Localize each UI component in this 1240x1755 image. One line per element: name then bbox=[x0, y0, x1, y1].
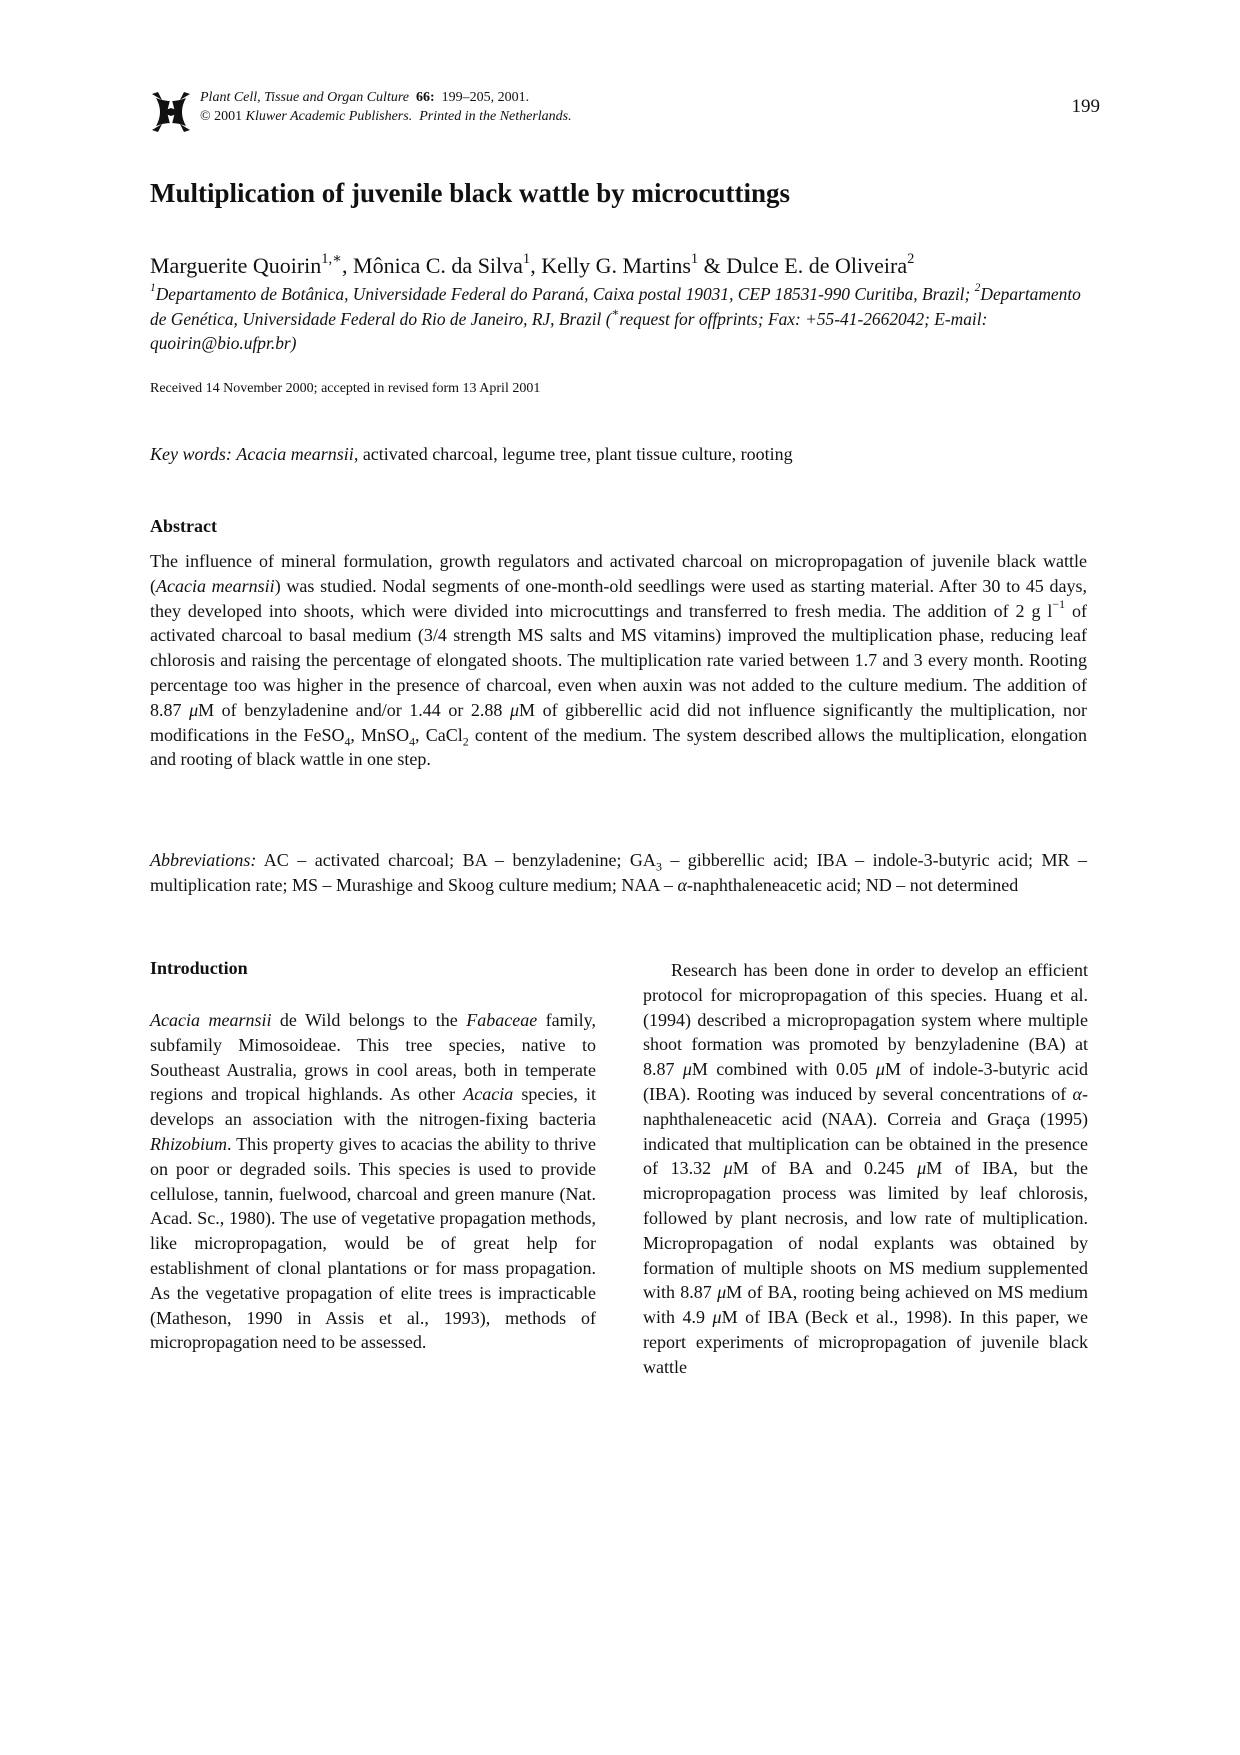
abbrev-span: AC – activated charcoal; BA – benzyladenine; GA bbox=[256, 850, 656, 870]
author-name: Marguerite Quoirin bbox=[150, 253, 322, 278]
author-separator: , bbox=[342, 253, 348, 278]
abstract-exponent: −1 bbox=[1052, 596, 1066, 611]
abstract-span: of activated charcoal to basal medium (3/4 strength MS salts and MS vitamins) improved the multiplication phase, reducing leaf chlorosis and raising the percentage of elongated shoots. The multiplication rate varied between 1.7 and 3 every month. Rooting percentage too was higher in the presence of charcoal, even when auxin was not added to the culture medium. The addition of 8.87 bbox=[150, 600, 1087, 720]
intro-span: M of IBA (Beck et al., 1998). In this paper, we report experiments of micropropagation of juvenile black wattle bbox=[643, 1307, 1088, 1377]
intro-span: M of indole-3-butyric acid (IBA). Rooting was induced by several concentrations of bbox=[643, 1059, 1088, 1104]
author-name: Kelly G. Martins bbox=[541, 253, 691, 278]
species-name: Acacia mearnsii bbox=[150, 1010, 272, 1030]
intro-span: Research has been done in order to develop an efficient protocol for micropropagation of this species. Huang et al. (1994) described a micropropagation system where multiple shoot formation was promoted by benzyladenine (BA) at 8.87 bbox=[643, 960, 1088, 1080]
keywords-rest: , activated charcoal, legume tree, plant tissue culture, rooting bbox=[353, 444, 793, 464]
author-separator: , bbox=[530, 253, 536, 278]
journal-pages: 199–205, 2001. bbox=[441, 90, 530, 105]
abstract-species: Acacia mearnsii bbox=[156, 575, 275, 596]
intro-span: de Wild belongs to the bbox=[271, 1010, 467, 1030]
bacteria-name: Rhizobium bbox=[150, 1133, 228, 1154]
journal-name: Plant Cell, Tissue and Organ Culture bbox=[200, 90, 409, 105]
subscript: 2 bbox=[462, 734, 469, 749]
affil-mark: 1 bbox=[150, 282, 156, 295]
journal-volume: 66: bbox=[415, 90, 435, 105]
affil-text: request for offprints; Fax: +55-41-2662042; E-mail: quoirin@bio.ufpr.br) bbox=[150, 308, 988, 353]
intro-span: -naphthaleneacetic acid (NAA). Correia and Graça (1995) indicated that multiplication can be obtained in the presence of 13.32 bbox=[643, 1083, 1088, 1179]
received-dates: Received 14 November 2000; accepted in revised form 13 April 2001 bbox=[150, 381, 541, 396]
family-name: Fabaceae bbox=[466, 1010, 538, 1030]
affil-text: Departamento de Botânica, Universidade Federal do Paraná, Caixa postal 19031, CEP 18531-990 Curitiba, Brazil; bbox=[155, 284, 971, 304]
author-name: Mônica C. da Silva bbox=[353, 253, 523, 278]
abstract-span: M of gibberellic acid did not influence significantly the multiplication, nor modifications in the FeSO bbox=[150, 699, 1087, 745]
intro-span: . This property gives to acacias the ability to thrive on poor or degraded soils. This species is used to provide cellulose, tannin, fuelwood, charcoal and green manure (Nat. Acad. Sc., 1980). The use of vegetative propagation methods, like micropropagation, would be of great help for establishment of clonal plantations or for mass propagation. As the vegetative propagation of elite trees is impracticable (Matheson, 1990 in Assis et al., 1993), methods of micropropagation need to be assessed. bbox=[150, 1133, 596, 1353]
keyword-species: Acacia mearnsii bbox=[236, 444, 354, 464]
affiliations bbox=[150, 282, 1090, 356]
abstract-span: , CaCl bbox=[415, 724, 463, 745]
subscript: 3 bbox=[655, 859, 662, 874]
abstract-span: ) was studied. Nodal segments of one-month-old seedlings were used as starting material. After 30 to 45 days, they developed into shoots, which were divided into microcuttings and transferred to fresh media. The addition of 2 g l bbox=[150, 575, 1087, 621]
intro-span: species, it develops an association with the nitrogen-fixing bacteria bbox=[150, 1084, 596, 1130]
mu-symbol: μ bbox=[509, 699, 520, 720]
intro-span: M combined with 0.05 bbox=[691, 1059, 876, 1080]
mu-symbol: μ bbox=[189, 699, 199, 720]
mu-symbol: μ bbox=[875, 1059, 885, 1080]
publisher-logo-icon bbox=[150, 90, 192, 134]
subscript: 4 bbox=[409, 734, 416, 749]
alpha-symbol: α bbox=[1072, 1083, 1082, 1104]
publisher-name: Kluwer Academic Publishers. bbox=[245, 109, 413, 124]
mu-symbol: μ bbox=[717, 1282, 727, 1303]
abstract-span: , MnSO bbox=[350, 724, 410, 745]
abstract-span: content of the medium. The system described allows the multiplication, elongation and rooting of black wattle in one step. bbox=[150, 724, 1087, 770]
keywords-label: Key words: bbox=[150, 444, 232, 464]
intro-span: family, subfamily Mimosoideae. This tree species, native to Southeast Australia, grows in cool areas, both in temperate regions and tropical highlands. As other bbox=[150, 1010, 596, 1105]
author-separator: & bbox=[703, 253, 721, 278]
copyright-year: 2001 bbox=[214, 109, 243, 124]
mu-symbol: μ bbox=[723, 1158, 733, 1179]
author-affil-mark: 1 bbox=[690, 250, 699, 267]
author-affil-mark: 1,∗ bbox=[321, 250, 343, 267]
author-name: Dulce E. de Oliveira bbox=[726, 253, 908, 278]
affil-mark: 2 bbox=[974, 282, 981, 295]
copyright-symbol: © bbox=[200, 109, 211, 124]
abbreviations-label: Abbreviations: bbox=[150, 850, 257, 870]
introduction-right-column bbox=[643, 958, 1088, 1380]
intro-span: M of BA, rooting being achieved on MS medium with 4.9 bbox=[643, 1282, 1088, 1328]
abbreviations bbox=[150, 848, 1087, 898]
author-list bbox=[150, 252, 1100, 280]
journal-citation bbox=[200, 88, 572, 126]
abstract-span: The influence of mineral formulation, growth regulators and activated charcoal on micropropagation of juvenile black wattle ( bbox=[150, 551, 1087, 596]
alpha-symbol: α bbox=[677, 874, 687, 895]
subscript: 4 bbox=[344, 734, 351, 749]
genus-name: Acacia bbox=[463, 1084, 514, 1105]
introduction-heading: Introduction bbox=[150, 958, 248, 978]
abstract-span: M of benzyladenine and/or 1.44 or 2.88 bbox=[198, 699, 510, 720]
article-title: Multiplication of juvenile black wattle by microcuttings bbox=[150, 178, 790, 208]
printed-note: Printed in the Netherlands. bbox=[419, 109, 572, 124]
introduction-left-column bbox=[150, 1008, 596, 1355]
mu-symbol: μ bbox=[682, 1059, 692, 1080]
abbrev-span: -naphthaleneacetic acid; ND – not determined bbox=[686, 874, 1019, 895]
author-affil-mark: 1 bbox=[522, 250, 531, 267]
intro-span: M of BA and 0.245 bbox=[732, 1158, 918, 1179]
mu-symbol: μ bbox=[917, 1158, 927, 1179]
affil-mark: ∗ bbox=[611, 306, 620, 319]
page-number: 199 bbox=[1071, 96, 1100, 117]
affil-text: Departamento de Genética, Universidade Federal do Rio de Janeiro, RJ, Brazil ( bbox=[150, 284, 1081, 329]
abstract-heading: Abstract bbox=[150, 516, 217, 536]
intro-span: M of IBA, but the micropropagation process was limited by leaf chlorosis, followed by plant necrosis, and low rate of multiplication. Micropropagation of nodal explants was obtained by formation of multiple shoots on MS medium supplemented with 8.87 bbox=[643, 1158, 1089, 1303]
author-affil-mark: 2 bbox=[907, 250, 915, 267]
keywords bbox=[150, 444, 1100, 465]
abbrev-span: – gibberellic acid; IBA – indole-3-butyric acid; MR – multiplication rate; MS – Murashige and Skoog culture medium; NAA – bbox=[150, 850, 1087, 895]
journal-header bbox=[150, 84, 1100, 136]
mu-symbol: μ bbox=[712, 1307, 722, 1328]
abstract-text bbox=[150, 549, 1087, 772]
